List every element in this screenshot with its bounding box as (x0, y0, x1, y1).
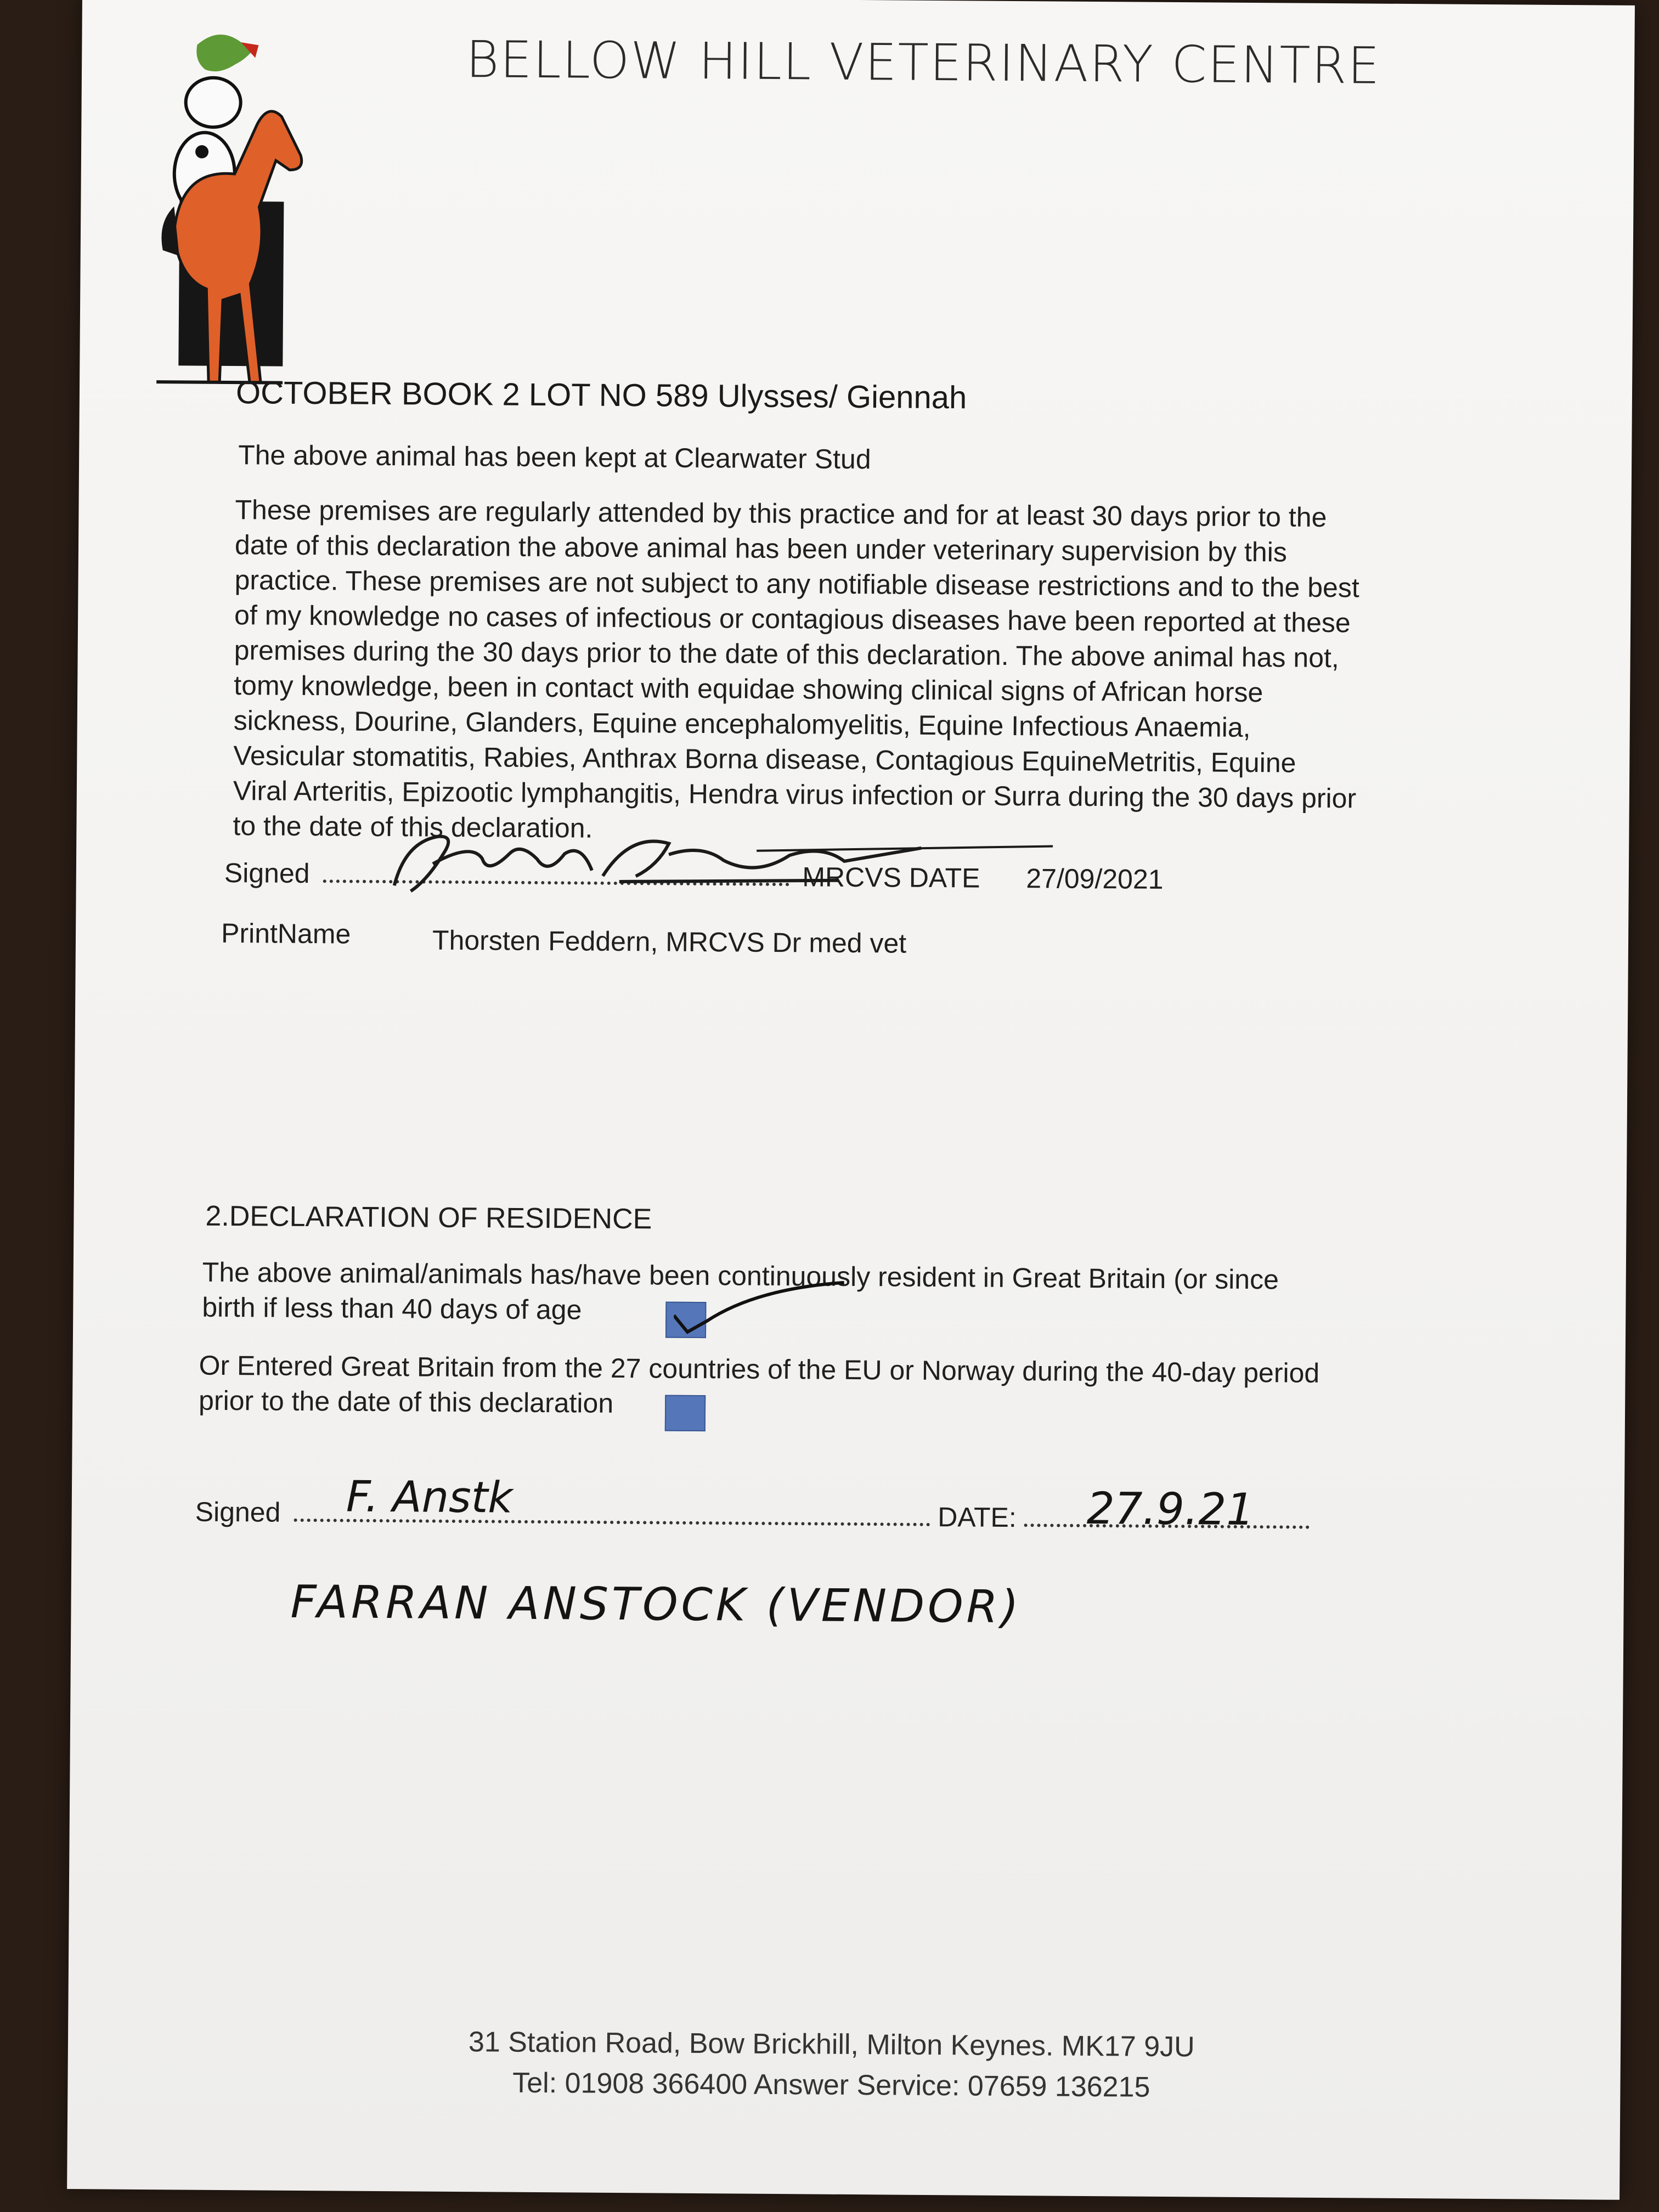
mrcvs-date-label: MRCVS DATE (802, 861, 980, 894)
option-line: prior to the date of this declaration (198, 1385, 614, 1419)
option-line: The above animal/animals has/have been continuously resident in Great Britain (or since (202, 1256, 1279, 1295)
clinic-address (468, 2022, 1195, 2108)
paragraph-line: sickness, Dourine, Glanders, Equine encephalomyelitis, Equine Infectious Anaemia, (233, 705, 1251, 743)
paragraph-line: to the date of this declaration. (233, 810, 593, 844)
signed-label: Signed (195, 1496, 281, 1528)
vet-signature-scribble (372, 820, 1053, 912)
vendor-name-handwritten: FARRAN ANSTOCK (VENDOR) (290, 1576, 1022, 1634)
option-line: birth if less than 40 days of age (202, 1291, 582, 1325)
vendor-signature-handwritten: F. Anstk (346, 1472, 513, 1523)
animal-stack-logo-icon (156, 25, 340, 388)
checkmark-icon (674, 1277, 850, 1344)
clinic-name: BELLOW HILL VETERINARY CENTRE (465, 30, 1381, 95)
residence-option-2 (199, 1348, 1320, 1426)
paragraph-line: Vesicular stomatitis, Rabies, Anthrax Borna disease, Contagious EquineMetritis, Equine (233, 740, 1296, 778)
date-label: DATE: (938, 1502, 1017, 1533)
print-name-label: PrintName (221, 917, 351, 950)
address-line: 31 Station Road, Bow Brickhill, Milton Keynes. MK17 9JU (468, 2026, 1195, 2063)
vet-date: 27/09/2021 (1026, 863, 1164, 895)
paragraph-line: of my knowledge no cases of infectious or contagious diseases have been reported at these (234, 600, 1351, 639)
paragraph-line: date of this declaration the above animal has been under veterinary supervision by this (234, 529, 1288, 568)
residence-heading: 2.DECLARATION OF RESIDENCE (205, 1200, 652, 1235)
vet-declaration-paragraph (233, 492, 1360, 851)
paragraph-line: These premises are regularly attended by this practice and for at least 30 days prior to the (235, 494, 1327, 533)
signed-label: Signed (224, 857, 310, 889)
print-name-value: Thorsten Feddern, MRCVS Dr med vet (432, 924, 907, 959)
entered-gb-checkbox[interactable] (665, 1395, 706, 1432)
paragraph-line: Viral Arteritis, Epizootic lymphangitis, Hendra virus infection or Surra during the 30 days prior (233, 775, 1357, 814)
vendor-date-handwritten: 27.9.21 (1086, 1482, 1255, 1536)
paragraph-line: tomy knowledge, been in contact with equidae showing clinical signs of African horse (234, 670, 1263, 708)
lot-title: OCTOBER BOOK 2 LOT NO 589 Ulysses/ Giennah (235, 375, 967, 416)
declaration-page (67, 0, 1635, 2200)
phone-line: Tel: 01908 366400 Answer Service: 07659 136215 (512, 2067, 1150, 2103)
option-line: Or Entered Great Britain from the 27 countries of the EU or Norway during the 40-day period (199, 1350, 1320, 1389)
paragraph-line: premises during the 30 days prior to the date of this declaration. The above animal has not, (234, 635, 1340, 674)
kept-at-line: The above animal has been kept at Clearwater Stud (238, 439, 871, 475)
paragraph-line: practice. These premises are not subject to any notifiable disease restrictions and to the best (234, 565, 1359, 603)
